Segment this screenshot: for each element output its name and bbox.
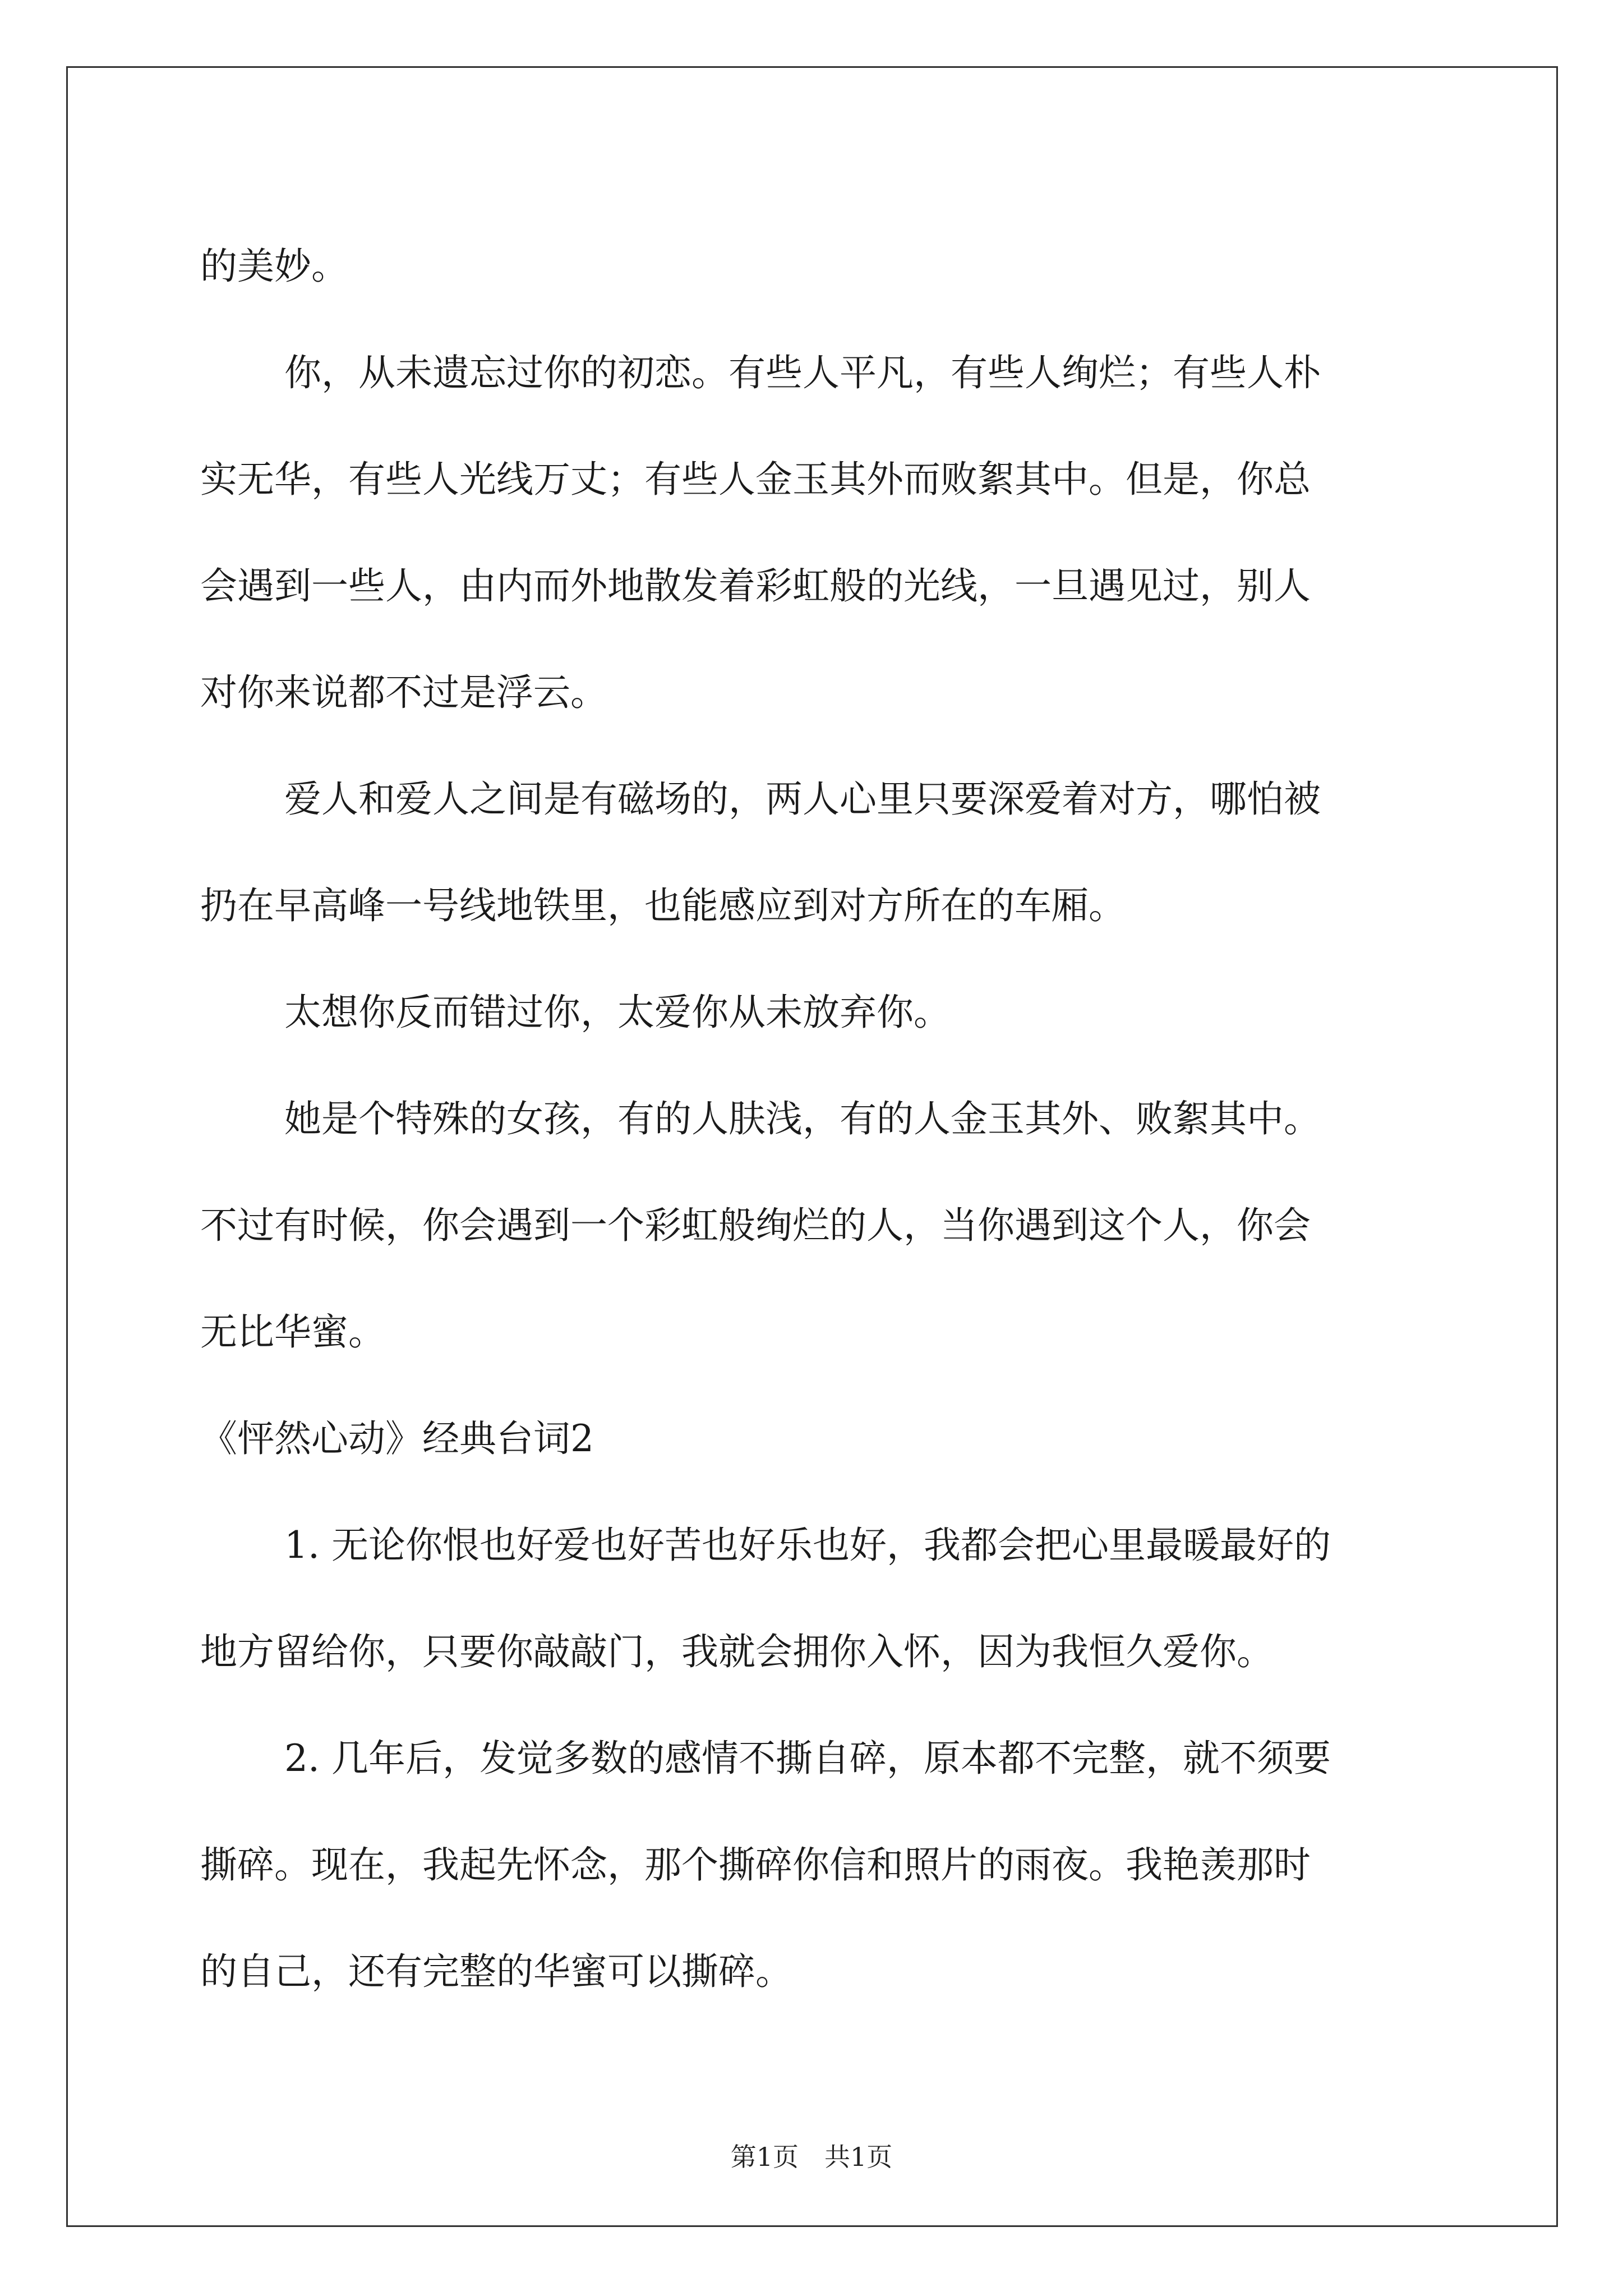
text-line: 无比华蜜。	[200, 1310, 385, 1354]
text-line: 不过有时候，你会遇到一个彩虹般绚烂的人，当你遇到这个人，你会	[200, 1204, 1311, 1247]
text-line: 1. 无论你恨也好爱也好苦也好乐也好，我都会把心里最暖最好的	[284, 1524, 1331, 1567]
text-line: 的自己，还有完整的华蜜可以撕碎。	[200, 1950, 792, 1993]
text-line: 2. 几年后，发觉多数的感情不撕自碎，原本都不完整，就不须要	[284, 1737, 1331, 1780]
text-line: 你，从未遗忘过你的初恋。有些人平凡，有些人绚烂；有些人朴	[284, 351, 1321, 394]
section-heading: 《怦然心动》经典台词2	[200, 1417, 594, 1460]
text-line: 的美妙。	[200, 245, 348, 288]
text-line: 撕碎。现在，我起先怀念，那个撕碎你信和照片的雨夜。我艳羡那时	[200, 1843, 1311, 1887]
text-line: 扔在早高峰一号线地铁里，也能感应到对方所在的车厢。	[200, 884, 1126, 927]
document-body	[200, 213, 1434, 2025]
text-line: 实无华，有些人光线万丈；有些人金玉其外而败絮其中。但是，你总	[200, 458, 1311, 501]
text-line: 她是个特殊的女孩，有的人肤浅，有的人金玉其外、败絮其中。	[284, 1097, 1321, 1140]
text-line: 爱人和爱人之间是有磁场的，两人心里只要深爱着对方，哪怕被	[284, 777, 1321, 821]
text-line: 对你来说都不过是浮云。	[200, 671, 607, 714]
text-line: 太想你反而错过你，太爱你从未放弃你。	[284, 991, 951, 1034]
text-line: 地方留给你，只要你敲敲门，我就会拥你入怀，因为我恒久爱你。	[200, 1630, 1274, 1673]
page-footer: 第1页 共1页	[730, 2142, 893, 2172]
text-line: 会遇到一些人，由内而外地散发着彩虹般的光线，一旦遇见过，别人	[200, 564, 1311, 608]
